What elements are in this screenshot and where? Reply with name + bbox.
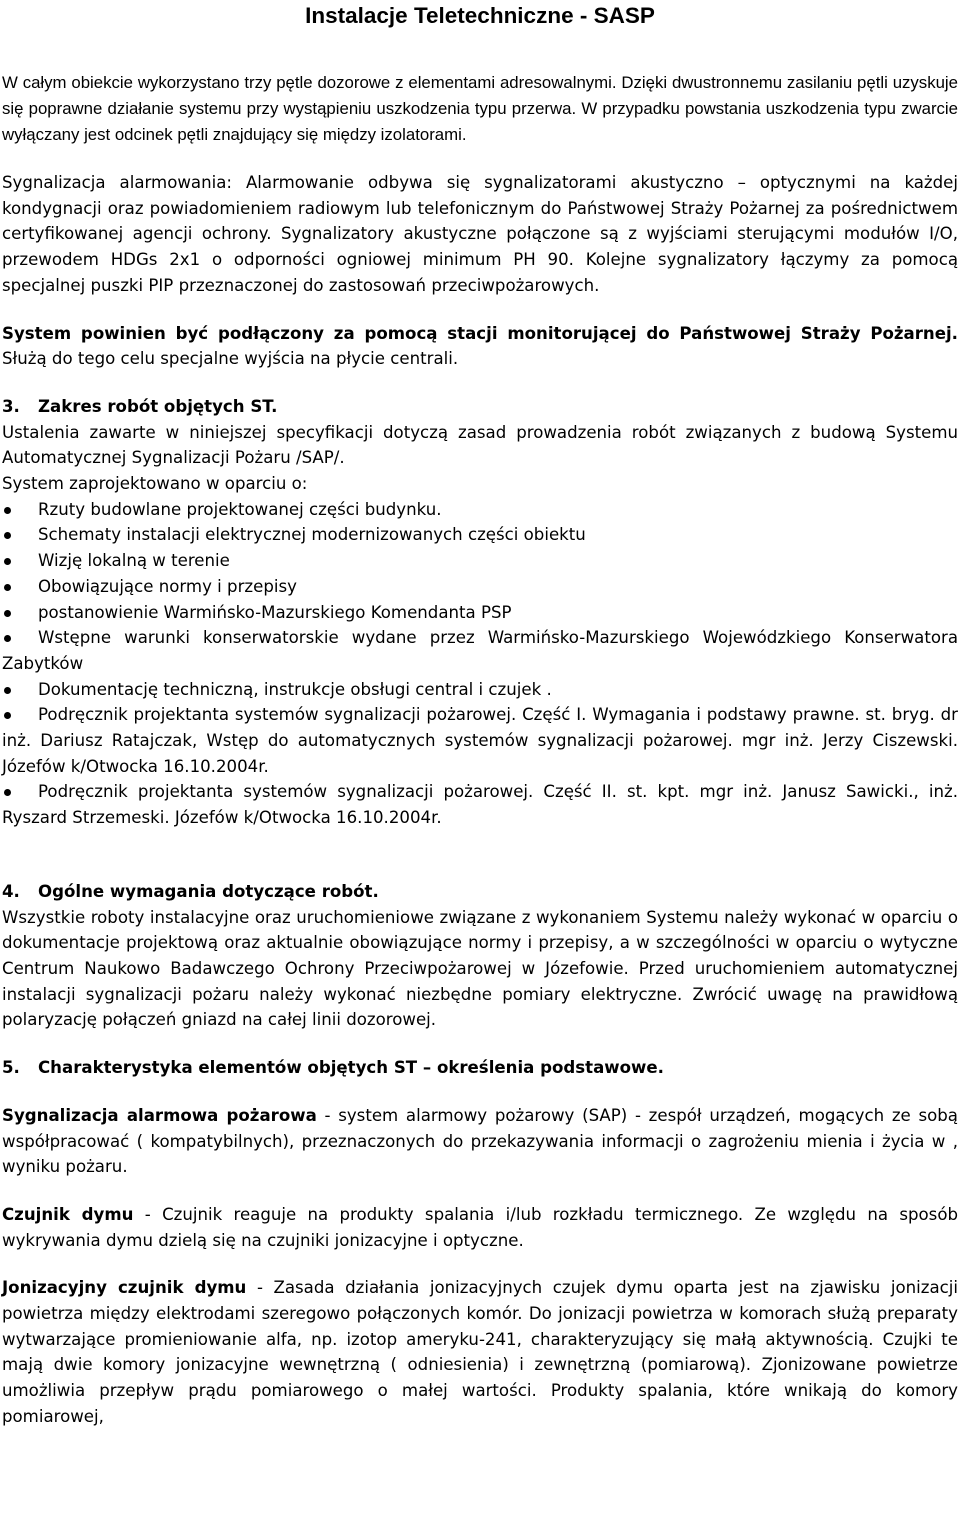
section-3-intro: System zaprojektowano w oparciu o: — [2, 474, 308, 494]
bullet-icon — [4, 789, 11, 796]
monitoring-bold: System powinien być podłączony za pomocą stacji monitorującej do Państwowej Straży Pożarnej. — [2, 323, 958, 343]
basis-list — [2, 497, 958, 831]
section-number: 5. — [2, 1058, 20, 1078]
definition-text: - system alarmowy pożarowy (SAP) - zespół urządzeń, mogących ze sobą współpracować ( kompatybilnych), przeznaczonych do przekazywania informacji o zagrożeniu mienia i życia w , wyniku pożaru. — [2, 1105, 958, 1177]
bullet-icon — [4, 687, 11, 694]
list-item: Podręcznik projektanta systemów sygnalizacji pożarowej. Część I. Wymagania i podstawy prawne. st. bryg. dr inż. Dariusz Ratajczak, Wstęp do automatycznych systemów sygnalizacji pożarowej. mgr inż. Jerzy Ciszewski. Józefów k/Otwocka 16.10.2004r. — [2, 705, 958, 776]
definition-term: Jonizacyjny czujnik dymu — [2, 1278, 247, 1298]
bullet-icon — [4, 584, 11, 591]
section-number: 3. — [2, 396, 20, 416]
definition-ionization-detector — [2, 1275, 958, 1429]
section-4-heading — [2, 879, 958, 905]
monitoring-rest: Służą do tego celu specjalne wyjścia na płycie centrali. — [2, 349, 459, 369]
bullet-icon — [4, 610, 11, 617]
list-item: Wizję lokalną w terenie — [2, 548, 958, 574]
section-3-paragraph: Ustalenia zawarte w niniejszej specyfikacji dotyczą zasad prowadzenia robót związanych z budową Systemu Automatycznej Sygnalizacji Pożaru /SAP/. — [2, 422, 958, 468]
section-title: Charakterystyka elementów objętych ST – określenia podstawowe. — [38, 1058, 664, 1078]
section-5-heading — [2, 1055, 958, 1081]
bullet-icon — [4, 558, 11, 565]
list-item: postanowienie Warmińsko-Mazurskiego Komendanta PSP — [2, 600, 958, 626]
bullet-icon — [4, 712, 11, 719]
bullet-icon — [4, 507, 11, 514]
list-item: Podręcznik projektanta systemów sygnalizacji pożarowej. Część II. st. kpt. mgr inż. Janusz Sawicki., inż. Ryszard Strzemeski. Józefów k/Otwocka 16.10.2004r. — [2, 782, 958, 828]
section-title: Ogólne wymagania dotyczące robót. — [38, 881, 379, 901]
definition-term: Czujnik dymu — [2, 1204, 134, 1224]
section-number: 4. — [2, 881, 20, 901]
list-item: Rzuty budowlane projektowanej części budynku. — [2, 497, 958, 523]
definition-sap — [2, 1103, 958, 1180]
section-title: Zakres robót objętych ST. — [38, 396, 278, 416]
definition-term: Sygnalizacja alarmowa pożarowa — [2, 1105, 317, 1125]
bullet-icon — [4, 532, 11, 539]
definition-text: - Zasada działania jonizacyjnych czujek dymu oparta jest na zjawisku jonizacji powietrza między elektrodami szeregowo połączonych komór. Do jonizacji powietrza w komorach służą preparaty wytwarzające promieniowanie alfa, np. izotop ameryku-241, charakteryzujący się małą aktywnością. Czujki te mają dwie komory jonizacyjne wewnętrzną ( odniesienia) i zewnętrzną (pomiarową). Zjonizowane powietrze umożliwia przepływ prądu pomiarowego o małej wartości. Produkty spalania, które wnikają do komory pomiarowej, — [2, 1278, 958, 1426]
bullet-icon — [4, 635, 11, 642]
list-item: Obowiązujące normy i przepisy — [2, 574, 958, 600]
paragraph-alarm-signaling: Sygnalizacja alarmowania: Alarmowanie odbywa się sygnalizatorami akustyczno – optycznymi na każdej kondygnacji oraz powiadomieniem radiowym lub telefonicznym do Państwowej Straży Pożarnej za pośrednictwem certyfikowanej agencji ochrony. Sygnalizatory akustyczne połączone są z wyjściami sterującymi modułów I/O, przewodem HDGs 2x1 o odporności ogniowej minimum PH 90. Kolejne sygnalizatory łączymy za pomocą specjalnej puszki PIP przeznaczonej do zastosowań przeciwpożarowych. — [2, 173, 958, 295]
paragraph-monitoring — [2, 321, 958, 372]
list-item: Dokumentację techniczną, instrukcje obsługi central i czujek . — [2, 677, 958, 703]
section-3-heading — [2, 394, 958, 420]
paragraph-loops: W całym obiekcie wykorzystano trzy pętle dozorowe z elementami adresowalnymi. Dzięki dwustronnemu zasilaniu pętli uzyskuje się poprawne działanie systemu przy wystąpieniu uszkodzenia typu przerwa. W przypadku powstania uszkodzenia typu zwarcie wyłączany jest odcinek pętli znajdujący się między izolatorami. — [2, 73, 958, 144]
list-item: Wstępne warunki konserwatorskie wydane przez Warmińsko-Mazurskiego Wojewódzkiego Konserwatora Zabytków — [2, 628, 958, 673]
definition-text: - Czujnik reaguje na produkty spalania i/lub rozkładu termicznego. Ze względu na sposób wykrywania dymu dzielą się na czujniki jonizacyjne i optyczne. — [2, 1204, 959, 1250]
page-title: Instalacje Teletechniczne - SASP — [305, 3, 655, 28]
definition-smoke-detector — [2, 1202, 958, 1253]
list-item: Schematy instalacji elektrycznej modernizowanych części obiektu — [2, 522, 958, 548]
section-4-paragraph: Wszystkie roboty instalacyjne oraz uruchomieniowe związane z wykonaniem Systemu należy wykonać w oparciu o dokumentacje projektową oraz aktualnie obowiązujące normy i przepisy, a w szczególności w oparciu o wytyczne Centrum Naukowo Badawczego Ochrony Przeciwpożarowej w Józefowie. Przed uruchomieniem automatycznej instalacji sygnalizacji pożaru należy wykonać niezbędne pomiary elektryczne. Zwrócić uwagę na prawidłową polaryzację połączeń gniazd na całej linii dozorowej. — [2, 907, 958, 1030]
